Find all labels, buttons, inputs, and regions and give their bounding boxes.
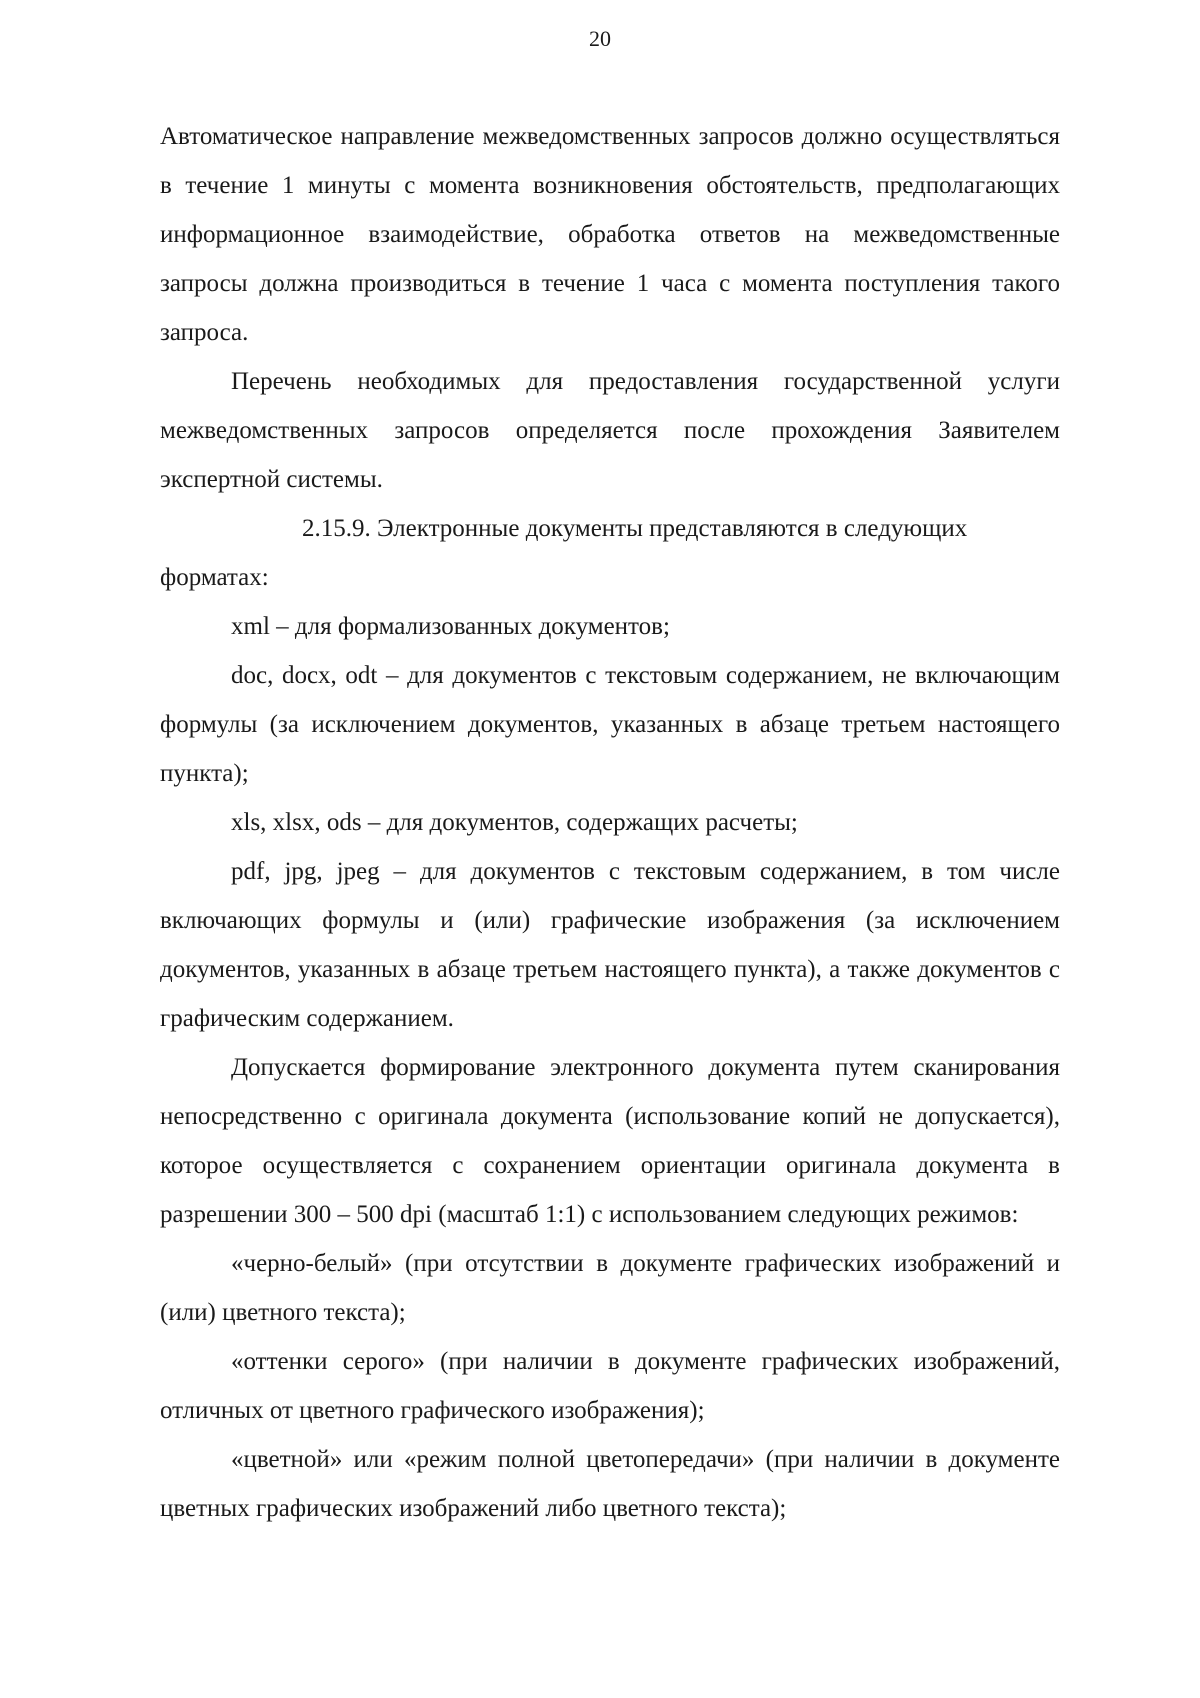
format-item-xml: xml – для формализованных документов; xyxy=(231,613,670,640)
section-number: 2.15.9. xyxy=(302,515,371,542)
format-item-xls: xls, xlsx, ods – для документов, содержащих расчеты; xyxy=(231,809,798,836)
document-body xyxy=(160,112,1060,1533)
format-item-doc: doc, docx, odt – для документов с текстовым содержанием, не включающим формулы (за исключением документов, указанных в абзаце третьем настоящего пункта); xyxy=(160,662,1060,787)
mode-item-black-white: «черно-белый» (при отсутствии в документе графических изображений и (или) цветного текста); xyxy=(160,1250,1060,1326)
mode-item-grayscale: «оттенки серого» (при наличии в документе графических изображений, отличных от цветного графического изображения); xyxy=(160,1348,1060,1424)
section-2-15-9 xyxy=(160,504,1060,602)
paragraph-requests-list: Перечень необходимых для предоставления государственной услуги межведомственных запросов определяется после прохождения Заявителем экспертной системы. xyxy=(160,368,1060,493)
mode-item-color: «цветной» или «режим полной цветопередачи» (при наличии в документе цветных графических изображений либо цветного текста); xyxy=(160,1446,1060,1522)
page-number: 20 xyxy=(589,26,611,51)
paragraph-interagency-requests: Автоматическое направление межведомственных запросов должно осуществляться в течение 1 минуты с момента возникновения обстоятельств, предполагающих информационное взаимодействие, обработка ответов на межведомственные запросы должна производиться в течение 1 часа с момента поступления такого запроса. xyxy=(160,123,1060,346)
format-item-pdf: pdf, jpg, jpeg – для документов с текстовым содержанием, в том числе включающих формулы и (или) графические изображения (за исключением документов, указанных в абзаце третьем настоящего пункта), а также документов с графическим содержанием. xyxy=(160,858,1060,1032)
paragraph-scanning: Допускается формирование электронного документа путем сканирования непосредственно с оригинала документа (использование копий не допускается), которое осуществляется с сохранением ориентации оригинала документа в разрешении 300 – 500 dpi (масштаб 1:1) с использованием следующих режимов: xyxy=(160,1054,1060,1228)
section-text: Электронные документы представляются в следующих форматах: xyxy=(160,515,968,591)
